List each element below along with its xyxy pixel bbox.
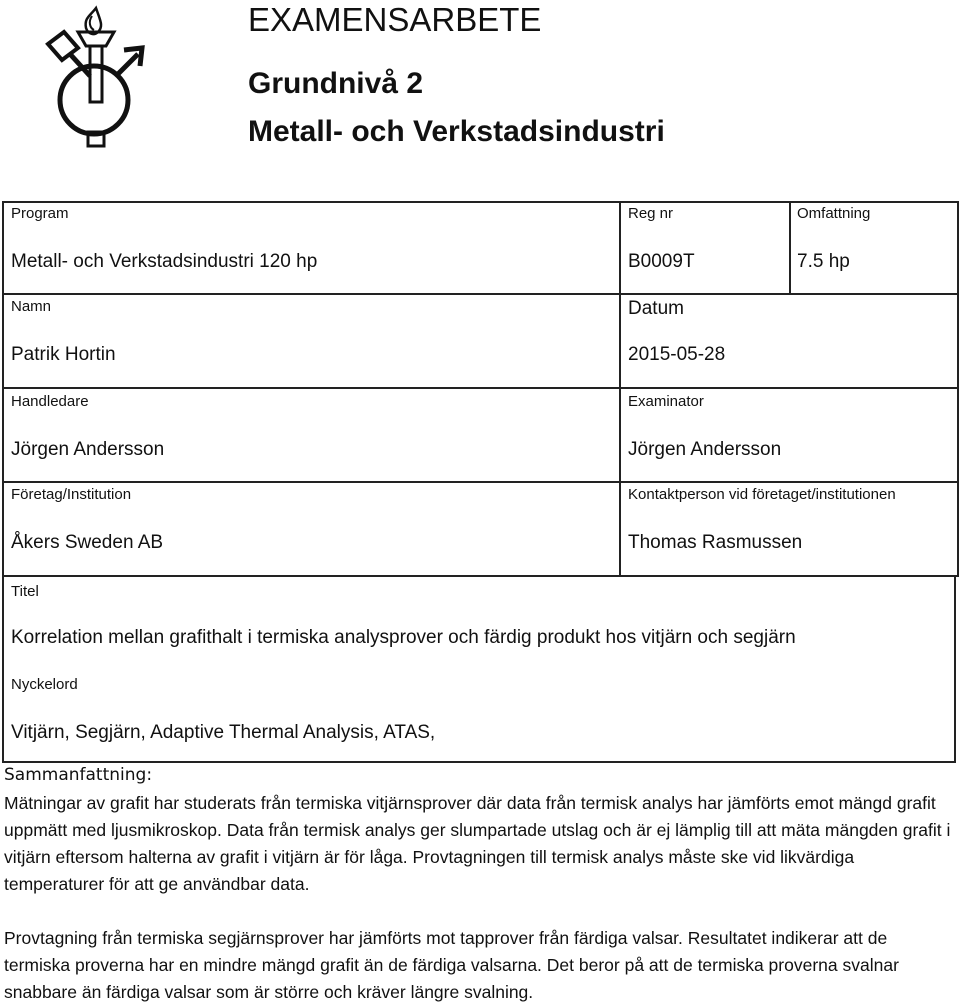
table-border-right [957,201,959,577]
summary-paragraph-1: Mätningar av grafit har studerats från termiska vitjärnsprover där data från termisk analys har jämförts emot mängd grafit uppmätt med ljusmikroskop. Data från termisk analys ger slumpartade utslag och är ej lämplig till att mäta mängden grafit i vitjärn eftersom halterna av grafit i vitjärn är för låga. Provtagningen till termisk analys måste ske vid likvärdiga temperaturer för att ge användbar data. [4,793,951,894]
table-divider-omfattning [789,201,791,294]
foretag-label: Företag/Institution [11,486,132,503]
summary-heading: Sammanfattning: [4,765,153,785]
table-row-divider [2,387,959,389]
examinator-value: Jörgen Andersson [628,439,782,460]
titel-label: Titel [11,583,39,600]
regnr-value: B0009T [628,251,695,272]
program-label: Program [11,205,69,222]
handledare-value: Jörgen Andersson [11,439,165,460]
datum-value: 2015-05-28 [628,344,726,365]
omfattning-label: Omfattning [797,205,871,222]
table-row-divider [2,293,959,295]
table-border-top [2,201,959,203]
examinator-label: Examinator [628,393,704,410]
table-row-divider [2,481,959,483]
program-value: Metall- och Verkstadsindustri 120 hp [11,251,318,272]
handledare-label: Handledare [11,393,89,410]
nyckelord-label: Nyckelord [11,676,78,693]
level-heading: Grundnivå 2 [248,67,424,100]
table-divider-main [619,201,621,577]
summary-paragraph-2: Provtagning från termiska segjärnsprover har jämförts mot tapprover från färdiga valsar. Resultatet indikerar att de termiska proverna har en mindre mängd grafit än de färdiga valsarna. Det beror på att de termiska proverna svalnar snabbare än färdiga valsar som är större och kräver längre svalning. [4,928,899,1002]
omfattning-value: 7.5 hp [797,251,850,272]
kontakt-label: Kontaktperson vid företaget/institutionen [628,486,896,503]
nyckelord-value: Vitjärn, Segjärn, Adaptive Thermal Analysis, ATAS, [11,722,436,743]
regnr-label: Reg nr [628,205,674,222]
program-heading: Metall- och Verkstadsindustri [248,115,665,148]
namn-value: Patrik Hortin [11,344,116,365]
table-border-left [2,201,4,577]
datum-label: Datum [628,298,684,319]
kontakt-value: Thomas Rasmussen [628,532,803,553]
foretag-value: Åkers Sweden AB [11,532,164,553]
namn-label: Namn [11,298,52,315]
logo-icon [34,2,154,152]
titel-value: Korrelation mellan grafithalt i termiska analysprover och färdig produkt hos vitjärn och segjärn [11,627,796,648]
document-type-heading: EXAMENSARBETE [248,1,542,38]
